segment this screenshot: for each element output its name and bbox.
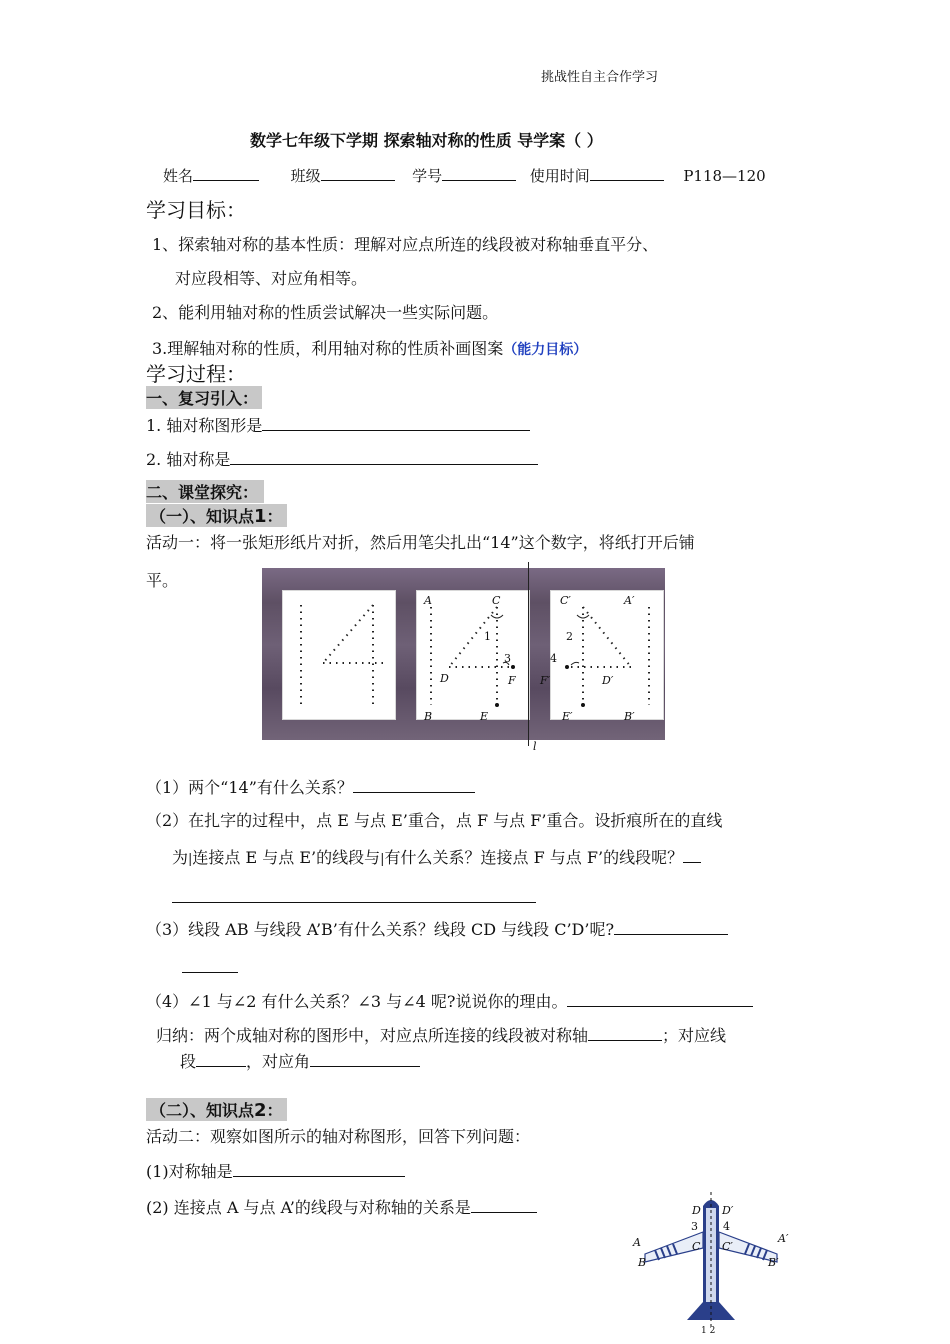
- kp1-q2-line2-c: 有什么关系？连接点 F 与点 F’的线段呢？: [384, 848, 684, 867]
- kp1-q2-line2: 为|连接点 E 与点 E’的线段与|有什么关系？连接点 F 与点 F’的线段呢？: [172, 844, 701, 868]
- plane-label-A-prime: A′: [778, 1232, 789, 1245]
- label-C-prime: C′: [560, 594, 571, 607]
- plane-label-D: D: [692, 1204, 701, 1217]
- kp1-q1: [146, 774, 475, 798]
- class-blank[interactable]: [321, 162, 395, 181]
- summary-line2-a: 段: [180, 1052, 197, 1071]
- summary-blank-2[interactable]: [196, 1048, 246, 1067]
- kp2-heading: [146, 1098, 287, 1121]
- activity1-line2: 平。: [146, 571, 179, 590]
- kp1-q2-line1: （2）在扎字的过程中，点 E 与点 E’重合，点 F 与点 F’重合。设折痕所在的直线: [146, 811, 723, 830]
- review-q1-blank[interactable]: [262, 412, 530, 431]
- kp2-q1: [146, 1158, 405, 1182]
- objectives-heading: 学习目标：: [146, 198, 246, 222]
- kp1-heading: [146, 504, 287, 527]
- summary-line1-a: 归纳：两个成轴对称的图形中，对应点所连接的线段被对称轴: [156, 1026, 589, 1045]
- kp1-heading-text: （一）、知识点: [150, 507, 255, 526]
- name-blank[interactable]: [193, 162, 259, 181]
- kp1-q4: [146, 988, 753, 1012]
- summary-line2: [180, 1048, 420, 1072]
- kp1-q2-line2-a: 为: [172, 848, 189, 867]
- summary-blank-1[interactable]: [588, 1022, 662, 1041]
- label-A-prime: A′: [624, 594, 635, 607]
- page-title: 数学七年级下学期 探索轴对称的性质 导学案（ ）: [250, 131, 603, 150]
- kp1-q3-blank-a[interactable]: [614, 916, 728, 935]
- time-blank[interactable]: [590, 162, 664, 181]
- fold-14-figure: [262, 568, 665, 740]
- kp2-q2-text: (2) 连接点 A 与点 A’的线段与对称轴的关系是: [146, 1198, 471, 1217]
- review-q1-text: 1. 轴对称图形是: [146, 416, 263, 435]
- summary-blank-3[interactable]: [310, 1048, 420, 1067]
- label-l: l: [533, 740, 537, 753]
- objective-2: 2、能利用轴对称的性质尝试解决一些实际问题。: [152, 303, 499, 322]
- label-angle-3: 3: [504, 652, 511, 665]
- label-B: B: [424, 710, 433, 723]
- kp2-heading-text: （二）、知识点: [150, 1101, 255, 1120]
- plane-label-B: B: [638, 1256, 647, 1269]
- label-angle-1: 1: [484, 630, 491, 643]
- review-q2-text: 2. 轴对称是: [146, 450, 231, 469]
- label-E-prime: E′: [562, 710, 573, 723]
- airplane-tail: [687, 1302, 735, 1320]
- review-q2-blank[interactable]: [230, 446, 538, 465]
- name-label: 姓名: [163, 167, 194, 185]
- ability-tag: （能力目标）: [503, 342, 588, 358]
- kp2-number: 2: [254, 1100, 267, 1121]
- plane-label-4: 4: [723, 1220, 730, 1233]
- review-q2: [146, 446, 538, 470]
- plane-label-bottom: 1 2: [701, 1326, 716, 1336]
- process-heading: 学习过程：: [146, 362, 246, 386]
- id-blank[interactable]: [442, 162, 516, 181]
- panel-original-14: [282, 590, 396, 720]
- fold-line: [528, 562, 529, 746]
- kp1-q2-blank-b[interactable]: [172, 884, 536, 903]
- kp1-q3-blank-b[interactable]: [182, 954, 238, 973]
- page-range: P118—120: [683, 167, 766, 185]
- kp2-colon: ：: [266, 1101, 283, 1120]
- kp2-q1-blank[interactable]: [233, 1158, 405, 1177]
- label-A: A: [424, 594, 432, 607]
- activity1-line1: 活动一：将一张矩形纸片对折，然后用笔尖扎出“14”这个数字，将纸打开后铺: [146, 533, 695, 552]
- plane-label-B-prime: B′: [768, 1256, 779, 1269]
- kp2-q1-text: (1)对称轴是: [146, 1162, 233, 1181]
- objective-1-line2: 对应段相等、对应角相等。: [175, 269, 368, 288]
- label-angle-4: 4: [550, 652, 557, 665]
- kp1-q4-blank[interactable]: [567, 988, 753, 1007]
- plane-label-3: 3: [691, 1220, 698, 1233]
- objective-3-text: 3.理解轴对称的性质，利用轴对称的性质补画图案: [152, 339, 504, 358]
- summary-line1-b: ；对应线: [662, 1026, 727, 1045]
- plane-label-D-prime: D′: [722, 1204, 734, 1217]
- activity2: 活动二：观察如图所示的轴对称图形，回答下列问题：: [146, 1127, 531, 1146]
- kp2-q2: [146, 1194, 537, 1218]
- kp1-number: 1: [254, 506, 267, 527]
- time-label: 使用时间: [529, 167, 590, 185]
- class-label: 班级: [290, 167, 321, 185]
- kp1-q1-blank[interactable]: [353, 774, 475, 793]
- label-D-prime: D′: [602, 674, 614, 687]
- label-B-prime: B′: [624, 710, 635, 723]
- plane-label-A: A: [633, 1236, 641, 1249]
- kp1-q2-blank-a[interactable]: [683, 844, 701, 863]
- kp1-q4-text: （4）∠1 与∠2 有什么关系？∠3 与∠4 呢?说说你的理由。: [146, 992, 568, 1011]
- labeled-14-drawing: [417, 591, 529, 719]
- summary-line1: [156, 1022, 726, 1046]
- label-C: C: [492, 594, 501, 607]
- label-D: D: [440, 672, 449, 685]
- kp1-q2-line2-b: 连接点 E 与点 E’的线段与: [192, 848, 381, 867]
- panel-labeled-14: [416, 590, 530, 720]
- panel-reflected-14: [550, 590, 664, 720]
- kp1-q3: [146, 916, 728, 940]
- label-E: E: [480, 710, 489, 723]
- review-q1: [146, 412, 530, 436]
- kp1-colon: ：: [266, 507, 283, 526]
- id-label: 学号: [412, 167, 443, 185]
- review-heading: 一、复习引入：: [146, 386, 262, 409]
- plane-label-C: C: [692, 1240, 701, 1253]
- reflected-14-drawing: [551, 591, 663, 719]
- label-F-prime: F′: [540, 674, 551, 687]
- explore-heading: 二、课堂探究：: [146, 480, 264, 503]
- kp2-q2-blank[interactable]: [471, 1194, 537, 1213]
- label-F: F: [508, 674, 516, 687]
- plane-label-C-prime: C′: [722, 1240, 733, 1253]
- original-14-dots: [283, 591, 395, 719]
- summary-line2-b: ，对应角: [246, 1052, 311, 1071]
- objective-1-line1: 1、探索轴对称的基本性质：理解对应点所连的线段被对称轴垂直平分、: [152, 235, 659, 254]
- kp1-q3-text: （3）线段 AB 与线段 A’B’有什么关系？线段 CD 与线段 C’D’呢?: [146, 920, 615, 939]
- label-angle-2: 2: [566, 630, 573, 643]
- header-right-text: 挑战性自主合作学习: [541, 70, 659, 85]
- objective-3: [152, 336, 587, 359]
- kp1-q1-text: （1）两个“14”有什么关系？: [146, 778, 353, 797]
- info-row: [163, 162, 766, 186]
